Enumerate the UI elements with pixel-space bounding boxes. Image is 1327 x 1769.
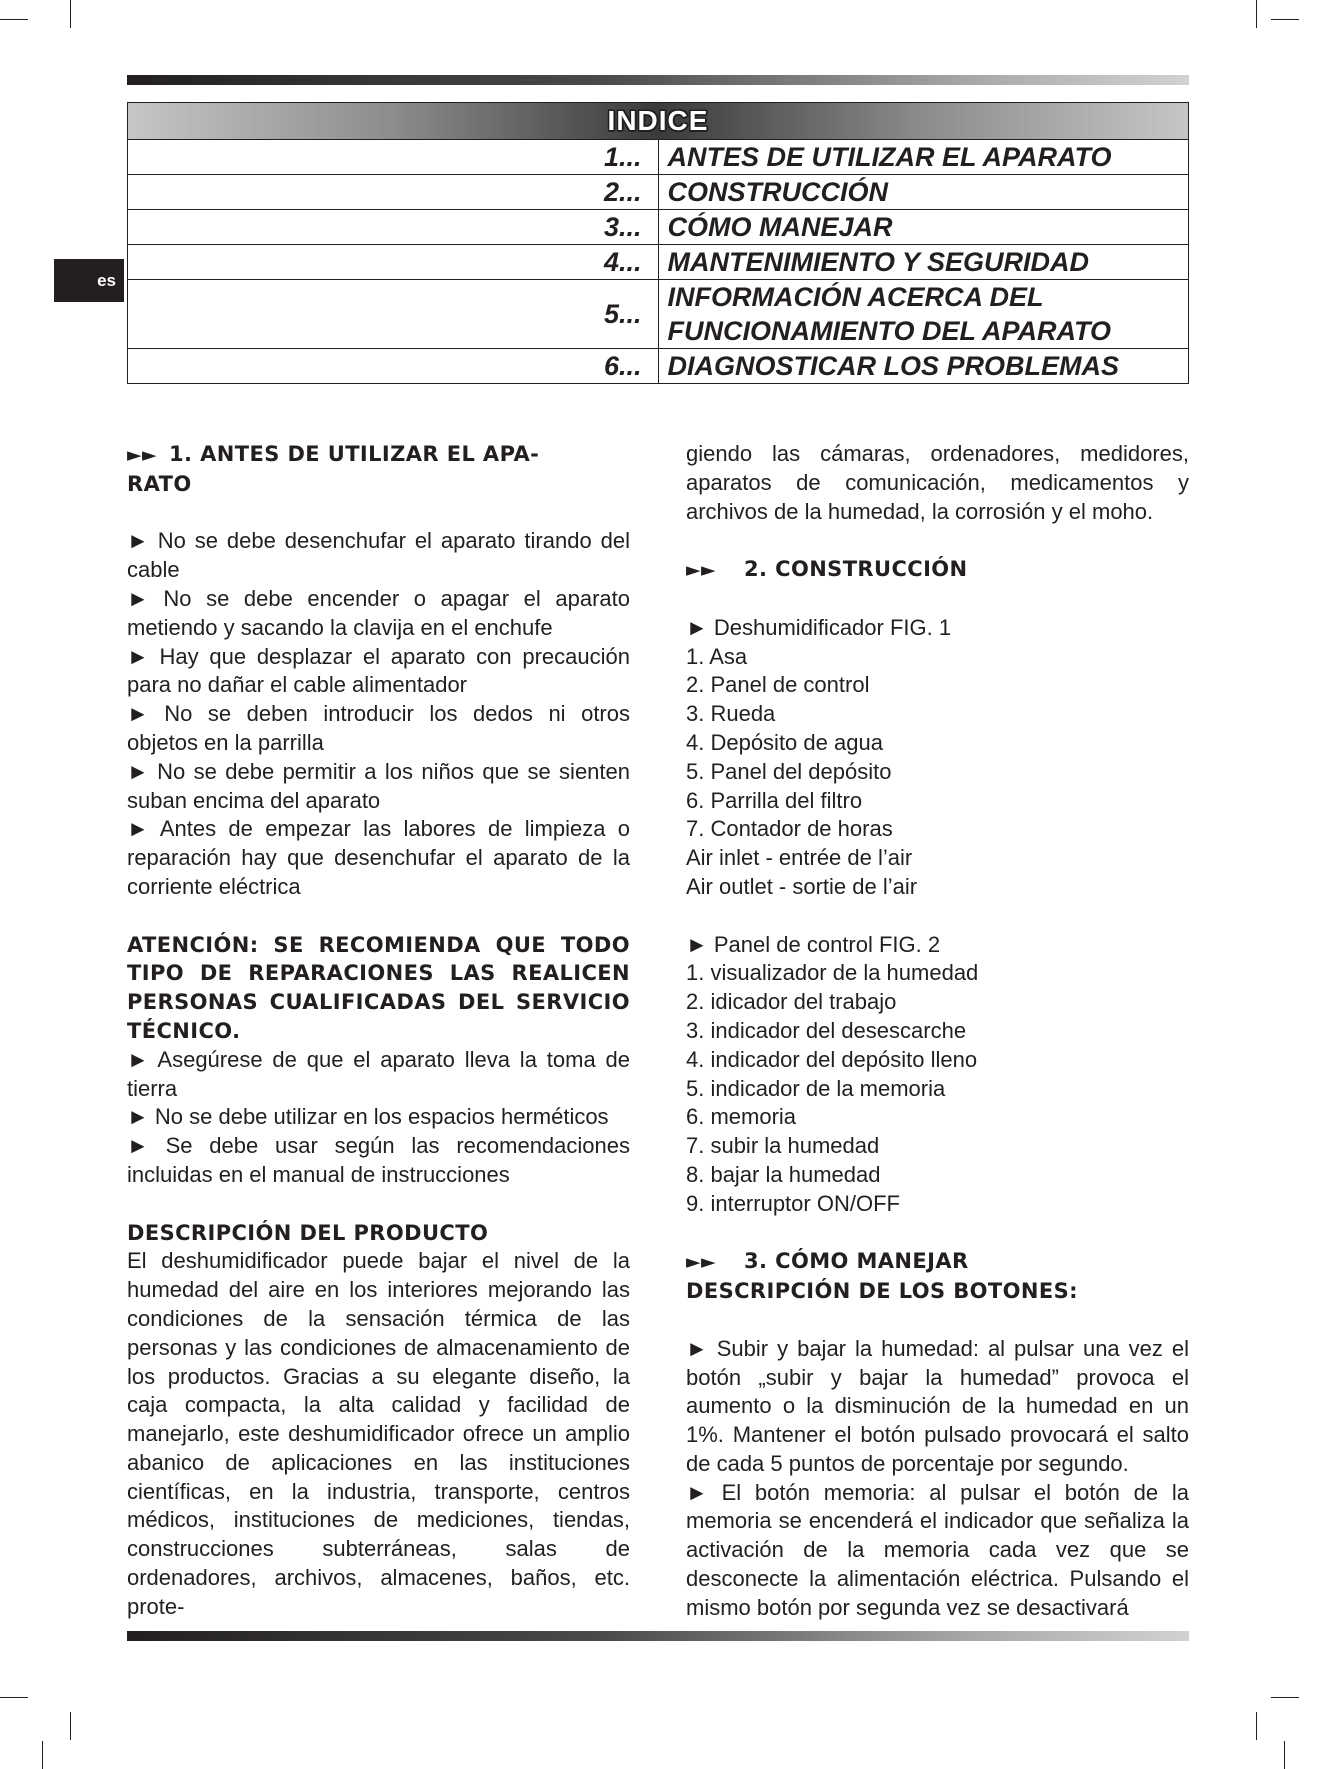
crop-mark (70, 1712, 71, 1740)
index-row (128, 349, 1189, 384)
figure-1-item: 2. Panel de control (686, 672, 870, 698)
safety-bullet: ► No se debe desenchufar el aparato tirando del cable (127, 528, 630, 583)
figure-1-item: Air inlet - entrée de l’air (686, 845, 913, 871)
index-entry: INFORMACIÓN ACERCA DEL FUNCIONAMIENTO DEL APARATO (658, 280, 1189, 349)
crop-mark (0, 19, 28, 20)
crop-mark (42, 1741, 43, 1769)
figure-1-item: 6. Parrilla del filtro (686, 787, 863, 813)
index-row (128, 175, 1189, 210)
index-row (128, 210, 1189, 245)
crop-mark (1256, 1712, 1257, 1740)
index-number: 4... (128, 245, 659, 280)
crop-mark (1284, 1741, 1285, 1769)
figure-1-item: Air outlet - sortie de l’air (686, 873, 918, 899)
index-number: 6... (128, 349, 659, 384)
index-entry: CÓMO MANEJAR (658, 210, 1189, 245)
figure-2-item: 3. indicador del desescarche (686, 1017, 967, 1043)
safety-bullet: ► Asegúrese de que el aparato lleva la toma de tierra (127, 1046, 630, 1101)
double-arrow-icon: ►► (127, 444, 158, 466)
index-row (128, 140, 1189, 175)
bottom-gradient-bar (127, 1631, 1189, 1641)
crop-mark (1271, 1697, 1299, 1698)
left-column (127, 440, 630, 1622)
section-2-heading: ►► 2. CONSTRUCCIÓN (686, 557, 968, 582)
index-row (128, 245, 1189, 280)
figure-2-item: 6. memoria (686, 1104, 797, 1130)
index-title: INDICE (128, 103, 1189, 140)
warning-notice: ATENCIÓN: SE RECOMIENDA QUE TODO TIPO DE REPARACIONES LAS REALICEN PERSONAS CUALIFICADAS DEL SERVICIO TÉCNICO. (127, 932, 630, 1043)
figure-2-item: 9. interruptor ON/OFF (686, 1190, 900, 1216)
figure-1-item: 1. Asa (686, 643, 748, 669)
language-tab: es (54, 259, 124, 302)
button-description: ► El botón memoria: al pulsar el botón de la memoria se encenderá el indicador que señaliza la activación de la memoria cada vez que se desconecte la alimentación eléctrica. Pulsando el mismo botón por segunda vez se desactivará (686, 1479, 1189, 1620)
figure-2-title: ► Panel de control FIG. 2 (686, 931, 941, 957)
index-entry: ANTES DE UTILIZAR EL APARATO (658, 140, 1189, 175)
product-description-text: El deshumidificador puede bajar el nivel de la humedad del aire en los interiores mejorando las condiciones de la sensación térmica de las personas y las condiciones de almacenamiento de los productos. Gracias a su elegante diseño, la caja compacta, la alta calidad y facilidad de manejarlo, este deshumidificador ofrece un amplio abanico de aplicaciones en las instituciones científicas, en la industria, transporte, centros médicos, instituciones de mediciones, tiendas, construcciones subterráneas, salas de ordenadores, archivos, almacenes, baños, etc. prote- (127, 1248, 630, 1619)
figure-2-item: 1. visualizador de la humedad (686, 960, 979, 986)
index-entry: DIAGNOSTICAR LOS PROBLEMAS (658, 349, 1189, 384)
safety-bullet: ► No se deben introducir los dedos ni otros objetos en la parrilla (127, 701, 630, 755)
figure-1-item: 4. Depósito de agua (686, 729, 883, 755)
safety-bullet: ► No se debe encender o apagar el aparato metiendo y sacando la clavija en el enchufe (127, 585, 630, 640)
double-arrow-icon: ►► (686, 1251, 717, 1274)
index-row (128, 280, 1189, 349)
figure-2-item: 7. subir la humedad (686, 1133, 880, 1159)
index-table (127, 102, 1189, 384)
right-column (686, 440, 1189, 1623)
index-entry: CONSTRUCCIÓN (658, 175, 1189, 210)
section-1-heading-cont: RATO (127, 471, 192, 496)
top-gradient-bar (127, 75, 1189, 85)
safety-bullet: ► Se debe usar según las recomendaciones incluidas en el manual de instrucciones (127, 1133, 630, 1187)
safety-bullet: ► No se debe utilizar en los espacios herméticos (127, 1104, 609, 1130)
figure-1-item: 5. Panel del depósito (686, 758, 892, 784)
index-number: 5... (128, 280, 659, 349)
safety-bullet: ► No se debe permitir a los niños que se sienten suban encima del aparato (127, 758, 630, 813)
index-number: 1... (128, 140, 659, 175)
figure-2-item: 4. indicador del depósito lleno (686, 1046, 978, 1072)
section-1-heading: ►► 1. ANTES DE UTILIZAR EL APA- (127, 442, 540, 466)
safety-bullet: ► Antes de empezar las labores de limpieza o reparación hay que desenchufar el aparato de la corriente eléctrica (127, 816, 630, 899)
safety-bullet: ► Hay que desplazar el aparato con precaución para no dañar el cable alimentador (127, 643, 630, 698)
figure-2-item: 5. indicador de la memoria (686, 1075, 946, 1101)
index-entry: MANTENIMIENTO Y SEGURIDAD (658, 245, 1189, 280)
buttons-description-heading: DESCRIPCIÓN DE LOS BOTONES: (686, 1279, 1078, 1304)
crop-mark (0, 1697, 28, 1698)
product-description-continued: giendo las cámaras, ordenadores, medidores, aparatos de comunicación, medicamentos y archivos de la humedad, la corrosión y el moho. (686, 441, 1189, 524)
figure-2-item: 8. bajar la humedad (686, 1161, 881, 1187)
figure-2-item: 2. idicador del trabajo (686, 989, 897, 1015)
crop-mark (1256, 0, 1257, 28)
section-3-heading: ►► 3. CÓMO MANEJAR (686, 1249, 969, 1274)
double-arrow-icon: ►► (686, 559, 717, 582)
figure-1-item: 3. Rueda (686, 701, 776, 727)
figure-1-item: 7. Contador de horas (686, 816, 893, 842)
index-number: 2... (128, 175, 659, 210)
crop-mark (1271, 19, 1299, 20)
button-description: ► Subir y bajar la humedad: al pulsar una vez el botón „subir y bajar la humedad” provoca el aumento o la disminución de la humedad en un 1%. Mantener el botón pulsado provocará el salto de cada 5 puntos de porcentaje por segundo. (686, 1335, 1189, 1476)
index-number: 3... (128, 210, 659, 245)
crop-mark (70, 0, 71, 28)
figure-1-title: ► Deshumidificador FIG. 1 (686, 614, 952, 640)
product-description-heading: DESCRIPCIÓN DEL PRODUCTO (127, 1220, 489, 1245)
